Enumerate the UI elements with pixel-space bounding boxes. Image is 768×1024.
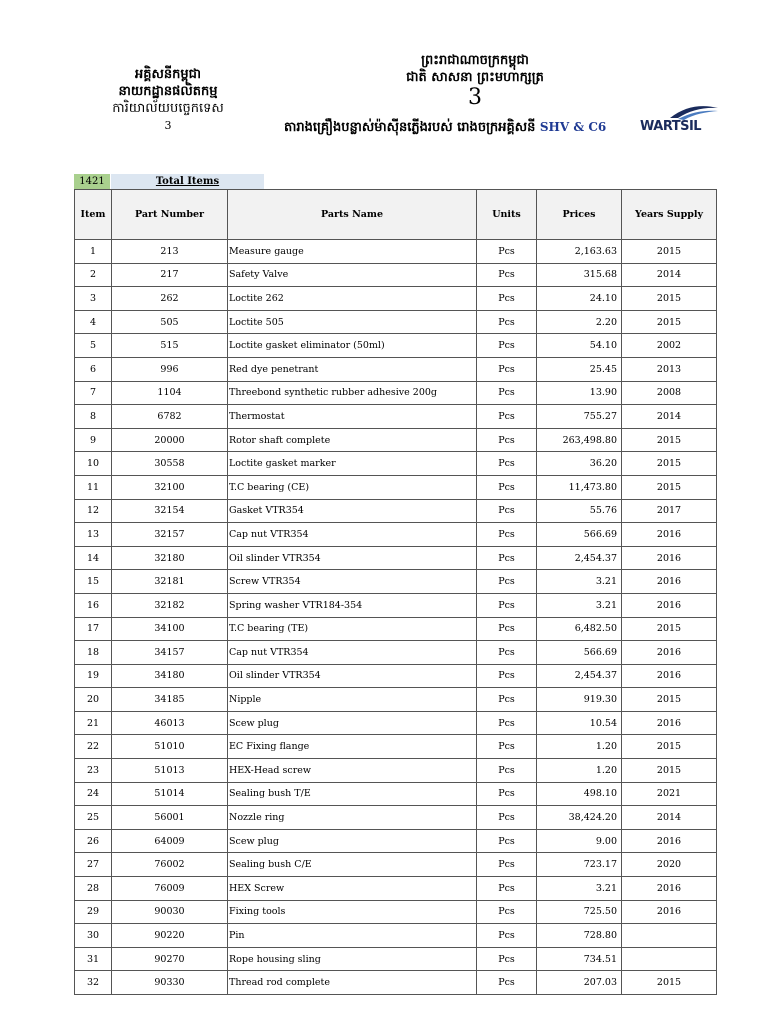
cell-price: 566.69 [537, 523, 622, 547]
cell-item: 9 [75, 428, 112, 452]
table-row [75, 900, 717, 924]
cell-parts-name: Pin [228, 924, 477, 948]
table-row [75, 310, 717, 334]
table-row [75, 711, 717, 735]
cell-price: 36.20 [537, 452, 622, 476]
cell-part-number: 90330 [112, 971, 228, 995]
cell-years-supply: 2020 [622, 853, 717, 877]
cell-years-supply: 2014 [622, 806, 717, 830]
cell-price: 55.76 [537, 499, 622, 523]
cell-part-number: 213 [112, 240, 228, 264]
header-years-supply: Years Supply [622, 190, 717, 240]
cell-parts-name: HEX-Head screw [228, 759, 477, 783]
cell-parts-name: Cap nut VTR354 [228, 523, 477, 547]
cell-price: 725.50 [537, 900, 622, 924]
logo-text: WARTSIL [640, 119, 702, 134]
cell-units: Pcs [477, 877, 537, 901]
cell-units: Pcs [477, 334, 537, 358]
cell-item: 18 [75, 641, 112, 665]
cell-years-supply [622, 947, 717, 971]
cell-price: 6,482.50 [537, 617, 622, 641]
cell-item: 20 [75, 688, 112, 712]
kingdom-title: ព្រះរាជាណាចក្រកម្ពុជា [421, 53, 529, 68]
table-row [75, 688, 717, 712]
cell-units: Pcs [477, 546, 537, 570]
table-row [75, 523, 717, 547]
cell-item: 31 [75, 947, 112, 971]
wartsila-logo [640, 104, 720, 136]
cell-price: 13.90 [537, 381, 622, 405]
cell-units: Pcs [477, 428, 537, 452]
cell-parts-name: Oil slinder VTR354 [228, 546, 477, 570]
cell-part-number: 32182 [112, 593, 228, 617]
cell-parts-name: Loctite 262 [228, 287, 477, 311]
cell-item: 10 [75, 452, 112, 476]
cell-part-number: 32181 [112, 570, 228, 594]
cell-item: 11 [75, 475, 112, 499]
cell-item: 14 [75, 546, 112, 570]
cell-item: 4 [75, 310, 112, 334]
cell-part-number: 51014 [112, 782, 228, 806]
department-name: នាយកដ្ឋានផលិតកម្ម [118, 84, 218, 99]
kingdom-motto: ជាតិ សាសនា ព្រះមហាក្សត្រ [406, 70, 544, 85]
cell-item: 12 [75, 499, 112, 523]
cell-item: 8 [75, 405, 112, 429]
table-row [75, 240, 717, 264]
cell-item: 32 [75, 971, 112, 995]
table-row [75, 357, 717, 381]
cell-years-supply: 2015 [622, 617, 717, 641]
cell-years-supply: 2015 [622, 240, 717, 264]
cell-price: 3.21 [537, 877, 622, 901]
cell-part-number: 30558 [112, 452, 228, 476]
document-title-text: តារាងគ្រឿងបន្លាស់ម៉ាស៊ីនភ្លើងរបស់ រោងចក្រអគ្គិសនី [284, 120, 536, 135]
cell-parts-name: Loctite gasket eliminator (50ml) [228, 334, 477, 358]
total-count: 1421 [74, 174, 110, 189]
cell-parts-name: Threebond synthetic rubber adhesive 200g [228, 381, 477, 405]
cell-item: 19 [75, 664, 112, 688]
table-body [75, 240, 717, 995]
cell-price: 3.21 [537, 570, 622, 594]
cell-item: 3 [75, 287, 112, 311]
cell-item: 22 [75, 735, 112, 759]
cell-price: 1.20 [537, 759, 622, 783]
cell-years-supply: 2016 [622, 523, 717, 547]
cell-item: 5 [75, 334, 112, 358]
table-row [75, 475, 717, 499]
cell-price: 38,424.20 [537, 806, 622, 830]
table-row [75, 853, 717, 877]
cell-part-number: 90220 [112, 924, 228, 948]
cell-price: 755.27 [537, 405, 622, 429]
cell-price: 919.30 [537, 688, 622, 712]
cell-years-supply: 2015 [622, 287, 717, 311]
cell-part-number: 90030 [112, 900, 228, 924]
cell-units: Pcs [477, 523, 537, 547]
table-header-row [75, 190, 717, 240]
cell-years-supply: 2015 [622, 310, 717, 334]
cell-parts-name: Cap nut VTR354 [228, 641, 477, 665]
cell-parts-name: Loctite 505 [228, 310, 477, 334]
cell-part-number: 51010 [112, 735, 228, 759]
cell-item: 23 [75, 759, 112, 783]
cell-part-number: 34185 [112, 688, 228, 712]
cell-parts-name: HEX Screw [228, 877, 477, 901]
cell-units: Pcs [477, 947, 537, 971]
cell-parts-name: Rotor shaft complete [228, 428, 477, 452]
cell-item: 1 [75, 240, 112, 264]
cell-part-number: 32180 [112, 546, 228, 570]
cell-units: Pcs [477, 735, 537, 759]
cell-part-number: 217 [112, 263, 228, 287]
cell-parts-name: Rope housing sling [228, 947, 477, 971]
cell-part-number: 76002 [112, 853, 228, 877]
cell-units: Pcs [477, 664, 537, 688]
cell-parts-name: Sealing bush T/E [228, 782, 477, 806]
cell-part-number: 32157 [112, 523, 228, 547]
cell-years-supply: 2015 [622, 452, 717, 476]
wartsila-wave-logo-icon [640, 104, 720, 120]
table-row [75, 617, 717, 641]
cell-price: 10.54 [537, 711, 622, 735]
table-row [75, 334, 717, 358]
cell-years-supply: 2015 [622, 475, 717, 499]
table-row [75, 428, 717, 452]
ministry-header [98, 66, 238, 134]
cell-item: 21 [75, 711, 112, 735]
cell-part-number: 76009 [112, 877, 228, 901]
cell-units: Pcs [477, 593, 537, 617]
cell-years-supply: 2016 [622, 593, 717, 617]
cell-parts-name: Screw VTR354 [228, 570, 477, 594]
cell-years-supply: 2017 [622, 499, 717, 523]
cell-item: 13 [75, 523, 112, 547]
table-row [75, 593, 717, 617]
header-part-number: Part Number [112, 190, 228, 240]
table-row [75, 452, 717, 476]
cell-price: 2,454.37 [537, 546, 622, 570]
cell-parts-name: Red dye penetrant [228, 357, 477, 381]
cell-price: 315.68 [537, 263, 622, 287]
cell-price: 54.10 [537, 334, 622, 358]
header-units: Units [477, 190, 537, 240]
cell-years-supply: 2016 [622, 900, 717, 924]
cell-years-supply: 2008 [622, 381, 717, 405]
cell-part-number: 1104 [112, 381, 228, 405]
table-row [75, 641, 717, 665]
cell-price: 3.21 [537, 593, 622, 617]
cell-price: 9.00 [537, 829, 622, 853]
cell-units: Pcs [477, 782, 537, 806]
cell-part-number: 64009 [112, 829, 228, 853]
cell-units: Pcs [477, 381, 537, 405]
cell-years-supply: 2016 [622, 877, 717, 901]
cell-years-supply: 2016 [622, 641, 717, 665]
cell-item: 25 [75, 806, 112, 830]
cell-price: 11,473.80 [537, 475, 622, 499]
cell-part-number: 505 [112, 310, 228, 334]
cell-parts-name: T.C bearing (TE) [228, 617, 477, 641]
cell-part-number: 34180 [112, 664, 228, 688]
table-row [75, 405, 717, 429]
cell-item: 29 [75, 900, 112, 924]
cell-part-number: 32154 [112, 499, 228, 523]
cell-units: Pcs [477, 900, 537, 924]
cell-item: 6 [75, 357, 112, 381]
org-name: អគ្គិសនីកម្ពុជា [134, 67, 201, 82]
cell-parts-name: Fixing tools [228, 900, 477, 924]
cell-years-supply: 2015 [622, 971, 717, 995]
table-row [75, 782, 717, 806]
cell-parts-name: Gasket VTR354 [228, 499, 477, 523]
cell-item: 2 [75, 263, 112, 287]
cell-years-supply: 2014 [622, 263, 717, 287]
table-row [75, 263, 717, 287]
cell-units: Pcs [477, 641, 537, 665]
cell-part-number: 34157 [112, 641, 228, 665]
cell-units: Pcs [477, 759, 537, 783]
cell-years-supply: 2002 [622, 334, 717, 358]
cell-years-supply: 2016 [622, 711, 717, 735]
cell-price: 2,163.63 [537, 240, 622, 264]
cell-part-number: 515 [112, 334, 228, 358]
header-parts-name: Parts Name [228, 190, 477, 240]
cell-part-number: 90270 [112, 947, 228, 971]
table-row [75, 877, 717, 901]
table-row [75, 829, 717, 853]
table-row [75, 759, 717, 783]
cell-units: Pcs [477, 357, 537, 381]
cell-item: 24 [75, 782, 112, 806]
cell-part-number: 56001 [112, 806, 228, 830]
office-name: ការិយាល័យបច្ចេកទេស [112, 101, 224, 116]
cell-units: Pcs [477, 806, 537, 830]
cell-years-supply: 2014 [622, 405, 717, 429]
cell-price: 734.51 [537, 947, 622, 971]
cell-units: Pcs [477, 287, 537, 311]
cell-price: 723.17 [537, 853, 622, 877]
cell-item: 26 [75, 829, 112, 853]
cell-item: 17 [75, 617, 112, 641]
cell-parts-name: Oil slinder VTR354 [228, 664, 477, 688]
cell-parts-name: Safety Valve [228, 263, 477, 287]
cell-price: 2,454.37 [537, 664, 622, 688]
cell-units: Pcs [477, 711, 537, 735]
cell-years-supply: 2016 [622, 664, 717, 688]
cell-units: Pcs [477, 499, 537, 523]
cell-item: 28 [75, 877, 112, 901]
cell-years-supply: 2016 [622, 570, 717, 594]
cell-parts-name: EC Fixing flange [228, 735, 477, 759]
table-row [75, 806, 717, 830]
header-item: Item [75, 190, 112, 240]
parts-table [74, 189, 717, 995]
table-row [75, 287, 717, 311]
cell-parts-name: Nipple [228, 688, 477, 712]
plant-codes: SHV & C6 [539, 120, 607, 134]
table-row [75, 499, 717, 523]
cell-units: Pcs [477, 570, 537, 594]
cell-parts-name: Sealing bush C/E [228, 853, 477, 877]
cell-years-supply: 2016 [622, 546, 717, 570]
cell-years-supply: 2015 [622, 428, 717, 452]
kingdom-ornament: 3 [468, 85, 482, 110]
cell-units: Pcs [477, 405, 537, 429]
cell-item: 16 [75, 593, 112, 617]
cell-years-supply: 2021 [622, 782, 717, 806]
cell-parts-name: Loctite gasket marker [228, 452, 477, 476]
cell-price: 24.10 [537, 287, 622, 311]
table-row [75, 971, 717, 995]
table-row [75, 735, 717, 759]
cell-part-number: 34100 [112, 617, 228, 641]
cell-item: 15 [75, 570, 112, 594]
cell-units: Pcs [477, 240, 537, 264]
cell-units: Pcs [477, 853, 537, 877]
cell-price: 263,498.80 [537, 428, 622, 452]
table-row [75, 947, 717, 971]
cell-years-supply: 2015 [622, 735, 717, 759]
cell-units: Pcs [477, 310, 537, 334]
cell-years-supply: 2015 [622, 688, 717, 712]
cell-item: 27 [75, 853, 112, 877]
cell-units: Pcs [477, 617, 537, 641]
cell-price: 728.80 [537, 924, 622, 948]
cell-price: 2.20 [537, 310, 622, 334]
cell-parts-name: T.C bearing (CE) [228, 475, 477, 499]
cell-units: Pcs [477, 475, 537, 499]
cell-part-number: 32100 [112, 475, 228, 499]
cell-units: Pcs [477, 452, 537, 476]
cell-part-number: 51013 [112, 759, 228, 783]
cell-parts-name: Scew plug [228, 711, 477, 735]
cell-part-number: 262 [112, 287, 228, 311]
cell-units: Pcs [477, 263, 537, 287]
cell-part-number: 46013 [112, 711, 228, 735]
table-row [75, 546, 717, 570]
cell-units: Pcs [477, 924, 537, 948]
cell-units: Pcs [477, 688, 537, 712]
cell-years-supply: 2016 [622, 829, 717, 853]
header-prices: Prices [537, 190, 622, 240]
cell-years-supply: 2013 [622, 357, 717, 381]
cell-item: 7 [75, 381, 112, 405]
cell-parts-name: Scew plug [228, 829, 477, 853]
cell-price: 1.20 [537, 735, 622, 759]
cell-units: Pcs [477, 971, 537, 995]
table-row [75, 924, 717, 948]
cell-years-supply: 2015 [622, 759, 717, 783]
cell-parts-name: Measure gauge [228, 240, 477, 264]
total-items-label: Total Items [111, 174, 264, 189]
cell-parts-name: Thermostat [228, 405, 477, 429]
cell-parts-name: Spring washer VTR184-354 [228, 593, 477, 617]
office-number: 3 [164, 119, 172, 132]
cell-price: 25.45 [537, 357, 622, 381]
table-row [75, 381, 717, 405]
cell-part-number: 20000 [112, 428, 228, 452]
cell-parts-name: Thread rod complete [228, 971, 477, 995]
table-row [75, 664, 717, 688]
cell-part-number: 6782 [112, 405, 228, 429]
kingdom-header [370, 52, 580, 110]
cell-part-number: 996 [112, 357, 228, 381]
table-row [75, 570, 717, 594]
cell-price: 566.69 [537, 641, 622, 665]
cell-item: 30 [75, 924, 112, 948]
cell-parts-name: Nozzle ring [228, 806, 477, 830]
cell-price: 498.10 [537, 782, 622, 806]
cell-units: Pcs [477, 829, 537, 853]
cell-price: 207.03 [537, 971, 622, 995]
cell-years-supply [622, 924, 717, 948]
